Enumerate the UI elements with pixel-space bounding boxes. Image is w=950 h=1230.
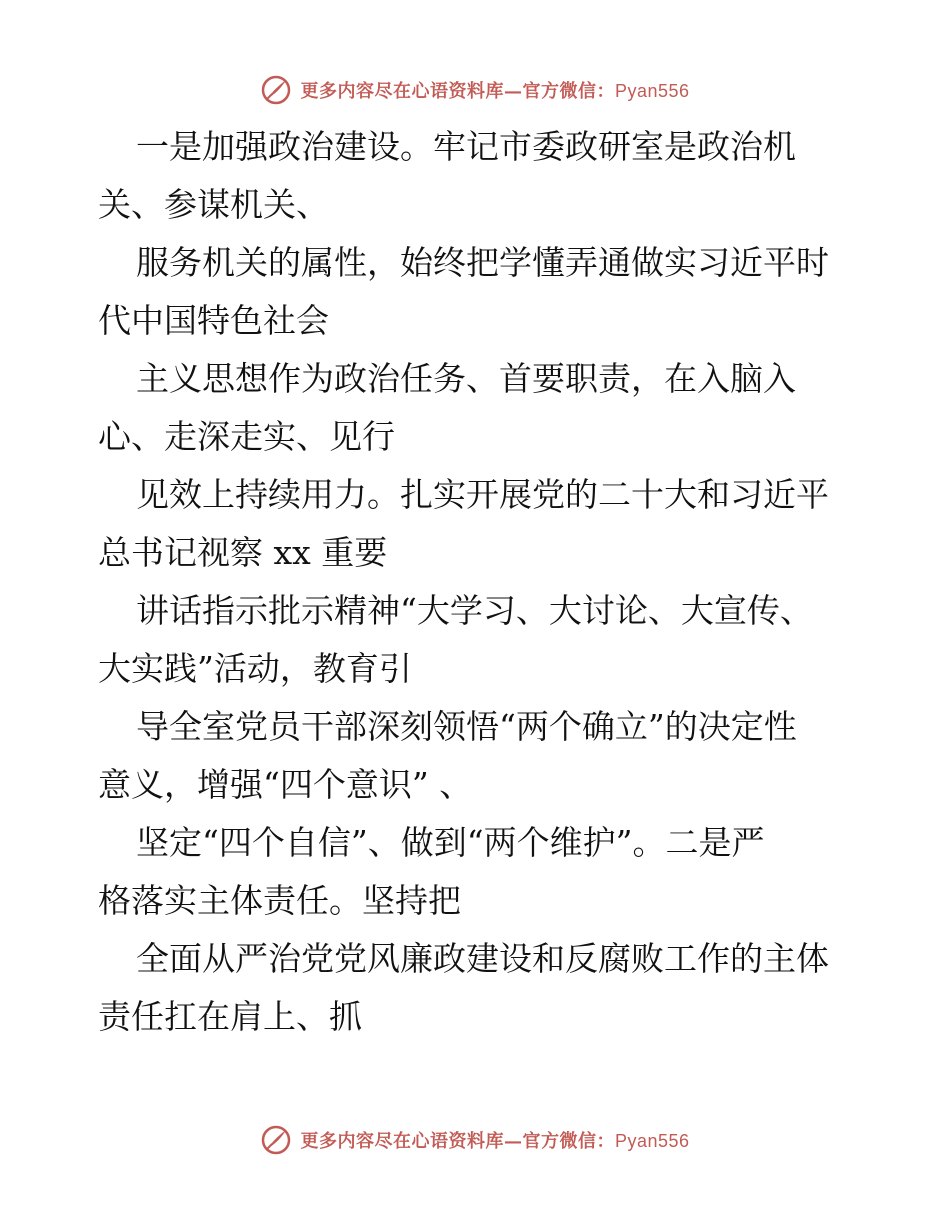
footer-banner-text: 更多内容尽在心语资料库—官方微信：Pyan556 [300, 1131, 690, 1152]
text-line: 心、走深走实、见行 [98, 417, 395, 456]
document-body [98, 118, 858, 1046]
text-line: 讲话指示批示精神“大学习、大讨论、大宣传、 [136, 591, 813, 630]
quill-logo-icon [260, 1124, 292, 1156]
quill-logo-icon [260, 74, 292, 106]
text-line: 责任扛在肩上、抓 [98, 997, 362, 1036]
text-line: 一是加强政治建设。牢记市委政研室是政治机 [136, 127, 796, 166]
text-line: 总书记视察 xx 重要 [98, 533, 388, 572]
text-line: 意义，增强“四个意识” 、 [98, 765, 473, 804]
header-wechat-id: Pyan556 [614, 81, 690, 101]
text-line: 服务机关的属性，始终把学懂弄通做实习近平时 [136, 243, 829, 282]
text-line: 坚定“四个自信”、做到“两个维护”。二是严 [136, 823, 765, 862]
text-line: 全面从严治党党风廉政建设和反腐败工作的主体 [136, 939, 829, 978]
text-line: 主义思想作为政治任务、首要职责，在入脑入 [136, 359, 796, 398]
footer-wechat-id: Pyan556 [614, 1131, 690, 1151]
text-line: 代中国特色社会 [98, 301, 329, 340]
text-line: 关、参谋机关、 [98, 185, 329, 224]
footer-banner [0, 1120, 950, 1160]
text-line: 导全室党员干部深刻领悟“两个确立”的决定性 [136, 707, 797, 746]
header-banner [0, 70, 950, 110]
text-line: 格落实主体责任。坚持把 [98, 881, 461, 920]
header-banner-text: 更多内容尽在心语资料库—官方微信：Pyan556 [300, 81, 690, 102]
text-line: 见效上持续用力。扎实开展党的二十大和习近平 [136, 475, 829, 514]
text-line: 大实践”活动，教育引 [98, 649, 412, 688]
